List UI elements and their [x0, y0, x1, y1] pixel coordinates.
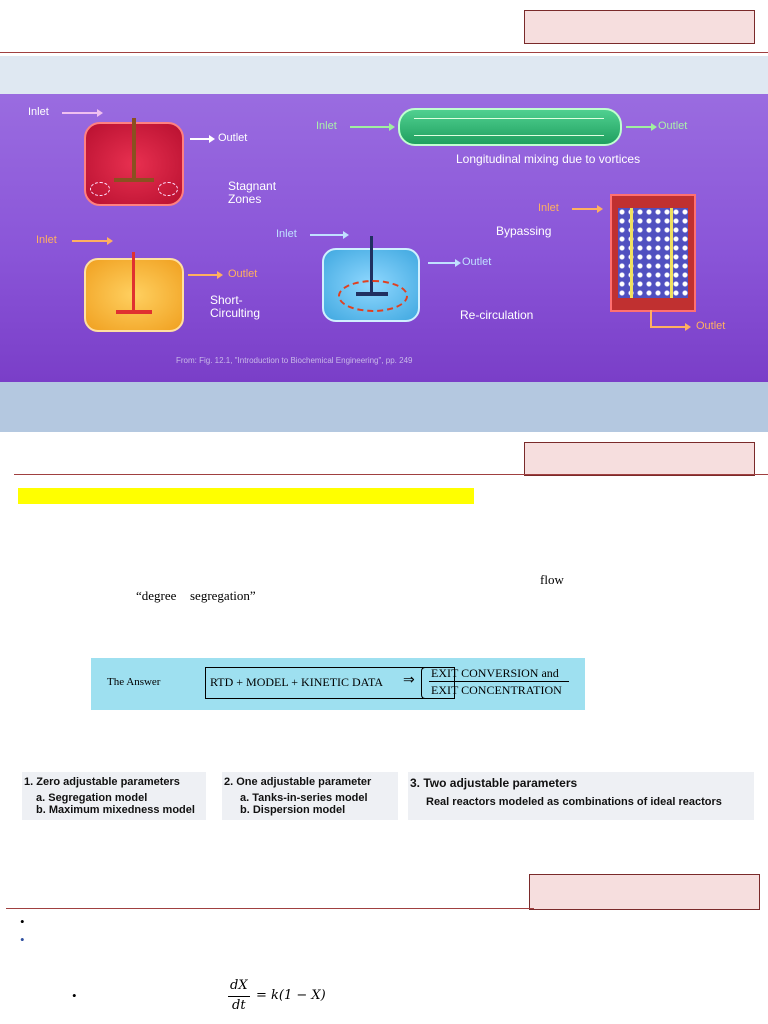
model-zero-item-a: a. Segregation model — [36, 792, 148, 804]
model-one-item-a: a. Tanks-in-series model — [240, 792, 368, 804]
outlet-arrow-packed-icon — [650, 326, 686, 328]
equation-fraction-bar — [228, 996, 250, 997]
inlet-label-short: Inlet — [36, 234, 57, 246]
result-divider — [429, 681, 569, 682]
recirculation-label: Re-circulation — [460, 308, 534, 322]
model-two-title: 3. Two adjustable parameters — [410, 776, 578, 790]
figure-caption: From: Fig. 12.1, "Introduction to Biochemical Engineering", pp. 249 — [176, 356, 413, 365]
bullet-3: • — [72, 988, 77, 1003]
inlet-arrow-tube-icon — [350, 126, 390, 128]
section-divider-2 — [14, 474, 768, 475]
bypassing-label: Bypassing — [496, 224, 552, 238]
longitudinal-mixing-label: Longitudinal mixing due to vortices — [456, 152, 641, 166]
inlet-label-tube: Inlet — [316, 120, 337, 132]
outlet-label: Outlet — [218, 132, 248, 144]
stagnant-zone-right — [158, 182, 178, 196]
outlet-arrow-tube-icon — [626, 126, 652, 128]
outlet-arrow-short-icon — [188, 274, 218, 276]
inlet-label: Inlet — [28, 106, 49, 118]
stagnant-zone-left — [90, 182, 110, 196]
text-segregation: segregation” — [190, 588, 256, 603]
answer-formula: RTD + MODEL + KINETIC DATA — [210, 675, 384, 689]
text-degree: “degree — [136, 588, 177, 603]
inlet-arrow-recirc-icon — [310, 234, 344, 236]
model-two-params — [408, 772, 754, 820]
outlet-label-recirc: Outlet — [462, 256, 492, 268]
section-tag-box-2 — [524, 442, 755, 476]
outlet-label-packed: Outlet — [696, 320, 726, 332]
outlet-arrow-recirc-icon — [428, 262, 456, 264]
outlet-label-short: Outlet — [228, 268, 258, 280]
inlet-label-packed: Inlet — [538, 202, 559, 214]
result-line-1: EXIT CONVERSION and — [431, 666, 559, 680]
answer-box — [91, 658, 585, 710]
header-band — [0, 56, 768, 94]
highlight-bar — [18, 488, 474, 504]
result-line-2: EXIT CONCENTRATION — [431, 683, 562, 697]
impeller-shaft-short — [132, 252, 135, 312]
stagnant-zones-label: Stagnant Zones — [228, 179, 277, 206]
footer-band — [0, 382, 768, 432]
packed-bed-particles — [618, 208, 688, 298]
bypass-channel-right — [670, 208, 673, 298]
answer-prefix: The Answer — [107, 676, 161, 688]
model-one-param — [222, 772, 398, 820]
answer-formula-box — [205, 667, 455, 699]
inlet-arrow-packed-icon — [572, 208, 598, 210]
bullet-2: • — [20, 932, 25, 947]
impeller-shaft — [132, 118, 136, 182]
stirred-tank-red — [84, 122, 184, 206]
inlet-label-recirc: Inlet — [276, 228, 297, 240]
outlet-label-tube: Outlet — [658, 120, 688, 132]
reactor-figure — [0, 94, 768, 382]
equation-denominator: dt — [232, 998, 246, 1013]
section-divider-3 — [6, 908, 534, 909]
tubular-reactor-green — [398, 108, 622, 146]
short-circuiting-label: Short- Circulting — [210, 293, 261, 320]
stirred-tank-blue — [322, 248, 420, 322]
impeller-blade — [114, 178, 154, 182]
equation-rhs: = k(1 − X) — [256, 988, 326, 1003]
outlet-arrow-icon — [190, 138, 210, 140]
model-zero-item-b: b. Maximum mixedness model — [36, 804, 195, 816]
packed-bed-reactor — [610, 194, 696, 312]
section-tag-box-1 — [524, 10, 755, 44]
inlet-arrow-short-icon — [72, 240, 108, 242]
equation-numerator: dX — [230, 978, 248, 993]
inlet-arrow-icon — [62, 112, 98, 114]
model-one-title: 2. One adjustable parameter — [224, 776, 372, 788]
model-one-item-b: b. Dispersion model — [240, 804, 346, 816]
recirculation-loop — [338, 280, 408, 312]
section-divider-1 — [0, 52, 768, 53]
result-brace — [421, 667, 428, 699]
vortex-arrows — [414, 118, 604, 136]
model-two-item: Real reactors modeled as combinations of ideal reactors — [426, 796, 722, 808]
bypass-channel-left — [630, 208, 633, 298]
section-tag-box-3 — [529, 874, 760, 910]
impeller-blade-short — [116, 310, 152, 314]
model-zero-title: 1. Zero adjustable parameters — [24, 776, 180, 788]
text-flow: flow — [540, 572, 564, 587]
implies-symbol: ⇒ — [403, 673, 415, 688]
stirred-tank-yellow — [84, 258, 184, 332]
bullet-1: • — [20, 914, 25, 929]
model-zero-params — [22, 772, 206, 820]
